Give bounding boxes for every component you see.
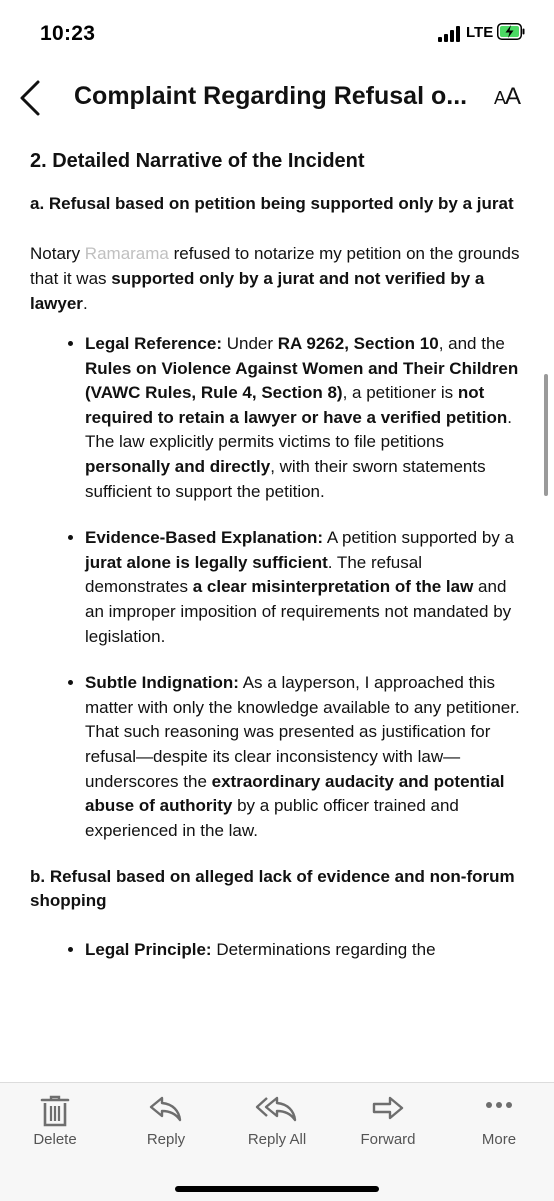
text-size-small-a-icon: A <box>494 88 506 108</box>
more-label: More <box>481 1131 517 1148</box>
text-run: . The refusal demonstrates <box>85 552 422 597</box>
bottom-toolbar <box>0 1082 554 1201</box>
email-body <box>30 140 526 1084</box>
bullet-list-a <box>30 332 526 843</box>
reply-all-arrow-icon <box>255 1095 299 1123</box>
text-run: A petition supported by a <box>323 528 514 548</box>
text-run: by a public officer trained and experienced in the law. <box>85 796 459 840</box>
battery-charging-icon <box>497 23 525 40</box>
bold-run: a clear misinterpretation of the law <box>192 577 474 597</box>
bullet-legal-reference <box>85 332 526 504</box>
text-run: Notary <box>30 244 85 263</box>
bullet-legal-principle <box>85 938 526 963</box>
trash-icon <box>40 1095 70 1127</box>
reply-label: Reply <box>146 1131 186 1148</box>
bullet-subtle-indignation <box>85 671 526 843</box>
reply-button[interactable] <box>116 1083 216 1163</box>
scrollbar[interactable] <box>544 374 548 496</box>
delete-button[interactable] <box>5 1083 105 1163</box>
text-run: Under <box>222 334 278 353</box>
text-run: , with their sworn statements sufficient to support the petition. <box>85 456 486 501</box>
text-size-button[interactable] <box>494 83 520 111</box>
text-run: As a layperson, I approached this matter with only the knowledge available to any petitioner. That such reasoning was presented as justification for refusal—despite its clear inconsistency with law—underscores the <box>85 673 520 791</box>
bold-run: personally and directly <box>85 456 271 476</box>
reply-all-button[interactable] <box>227 1083 327 1163</box>
subsection-a-heading: a. Refusal based on petition being supported only by a jurat <box>30 194 514 213</box>
bold-run: Rules on Violence Against Women and Their Children (VAWC Rules, Rule 4, Section 8) <box>85 358 519 403</box>
bold-run: not required to retain a lawyer or have a verified petition <box>85 383 508 427</box>
more-button[interactable] <box>449 1083 549 1163</box>
text-size-large-a-icon: A <box>505 83 521 110</box>
signal-icon <box>438 26 462 42</box>
bullet-label: Subtle Indignation: <box>85 673 239 693</box>
forward-button[interactable] <box>338 1083 438 1163</box>
network-type: LTE <box>466 24 494 41</box>
back-chevron-icon[interactable] <box>16 78 44 118</box>
home-indicator[interactable] <box>175 1186 379 1192</box>
bold-run: jurat alone is legally sufficient <box>85 552 328 572</box>
forward-label: Forward <box>360 1131 416 1148</box>
bold-run: extraordinary audacity and potential abuse of authority <box>85 771 505 816</box>
intro-paragraph <box>30 241 526 316</box>
status-time: 10:23 <box>40 22 96 45</box>
bullet-evidence-explanation <box>85 526 526 649</box>
text-run: refused to notarize my petition on the grounds that it was <box>30 244 520 288</box>
bold-run: RA 9262, Section 10 <box>277 334 439 353</box>
email-subject-title: Complaint Regarding Refusal o... <box>74 82 468 110</box>
text-run: and an improper imposition of requirements not mandated by legislation. <box>85 577 512 646</box>
bullet-label: Evidence-Based Explanation: <box>85 528 324 548</box>
text-run: , a petitioner is <box>342 383 458 403</box>
reply-arrow-icon <box>149 1095 183 1123</box>
text-run: . The law explicitly permits victims to file petitions <box>85 407 513 452</box>
status-bar <box>0 0 554 64</box>
subsection-b-heading: b. Refusal based on alleged lack of evidence and non-forum shopping <box>30 867 515 911</box>
nav-bar <box>0 72 554 128</box>
reply-all-label: Reply All <box>247 1131 307 1148</box>
bullet-label: Legal Reference: <box>85 334 222 353</box>
bold-run: supported only by a jurat and not verified by a lawyer <box>30 269 485 313</box>
bullet-list-b <box>30 938 526 963</box>
redacted-name: Ramarama <box>84 244 169 263</box>
section-heading: 2. Detailed Narrative of the Incident <box>30 150 365 172</box>
more-dots-icon <box>484 1095 514 1123</box>
bullet-label: Legal Principle: <box>85 940 212 960</box>
text-run: Determinations regarding the <box>211 940 436 960</box>
forward-arrow-icon <box>371 1095 405 1123</box>
text-run: , and the <box>438 334 505 353</box>
delete-label: Delete <box>33 1131 77 1148</box>
text-run: . <box>82 294 88 313</box>
